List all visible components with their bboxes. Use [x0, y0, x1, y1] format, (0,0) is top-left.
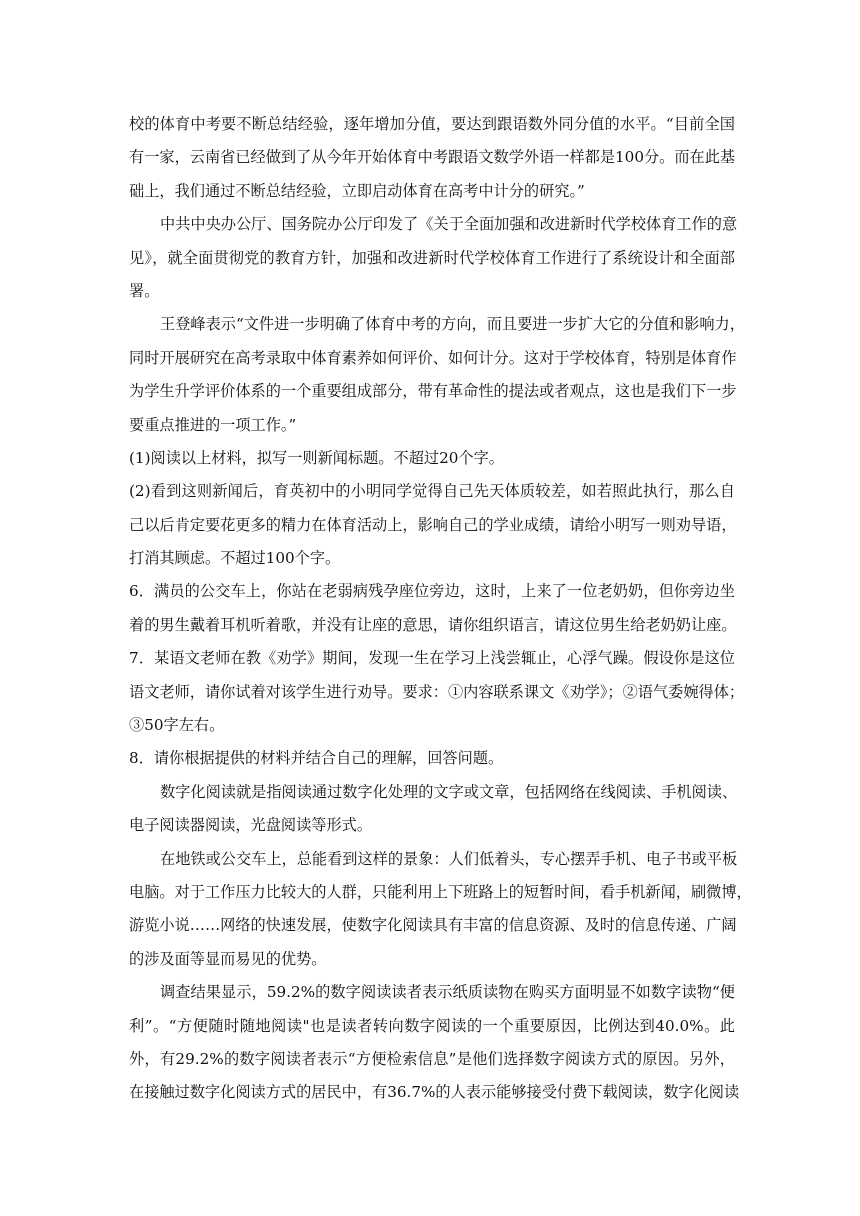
- text-line: 有一家，云南省已经做到了从今年开始体育中考跟语文数学外语一样都是100分。而在此基: [129, 148, 736, 167]
- text-line: 的涉及面等显而易见的优势。: [129, 949, 327, 968]
- text-line: 在接触过数字化阅读方式的居民中，有36.7%的人表示能够接受付费下载阅读，数字化阅读: [129, 1083, 740, 1102]
- text-line: 为学生升学评价体系的一个重要组成部分，带有革命性的提法或者观点，这也是我们下一步: [129, 382, 737, 401]
- text-line: 王登峰表示“文件进一步明确了体育中考的方向，而且要进一步扩大它的分值和影响力，: [160, 315, 745, 334]
- text-line: 外，有29.2%的数字阅读者表示“方便检索信息”是他们选择数字阅读方式的原因。另外，: [129, 1049, 735, 1068]
- text-line: (2)看到这则新闻后，育英初中的小明同学觉得自己先天体质较差，如若照此执行，那么自: [129, 482, 735, 501]
- text-line: 己以后肯定要花更多的精力在体育活动上，影响自己的学业成绩，请给小明写一则劝导语，: [129, 515, 737, 534]
- text-line: 打消其顾虑。不超过100个字。: [129, 549, 341, 568]
- text-line: 电子阅读器阅读，光盘阅读等形式。: [129, 816, 372, 835]
- text-line: 见》，就全面贯彻党的教育方针，加强和改进新时代学校体育工作进行了系统设计和全面部: [129, 248, 735, 267]
- text-line: 8．请你根据提供的材料并结合自己的理解，回答问题。: [129, 749, 504, 768]
- text-line: 游览小说……网络的快速发展，使数字化阅读具有丰富的信息资源、及时的信息传递、广阔: [129, 916, 737, 935]
- text-line: 6．满员的公交车上，你站在老弱病残孕座位旁边，这时，上来了一位老奶奶，但你旁边坐: [129, 582, 735, 601]
- text-line: 数字化阅读就是指阅读通过数字化处理的文字或文章，包括网络在线阅读、手机阅读、: [160, 782, 738, 801]
- text-line: 在地铁或公交车上，总能看到这样的景象：人们低着头，专心摆弄手机、电子书或平板: [160, 849, 738, 868]
- text-line: 础上，我们通过不断总结经验，立即启动体育在高考中计分的研究。”: [129, 181, 585, 200]
- text-line: 署。: [129, 281, 160, 300]
- text-line: 利”。“方便随时随地阅读"也是读者转向数字阅读的一个重要原因，比例达到40.0%。此: [129, 1016, 735, 1035]
- text-line: 中共中央办公厅、国务院办公厅印发了《关于全面加强和改进新时代学校体育工作的意: [160, 215, 738, 234]
- text-line: 同时开展研究在高考录取中体育素养如何评价、如何计分。这对于学校体育，特别是体育作: [129, 348, 737, 367]
- text-line: ③50字左右。: [129, 716, 225, 735]
- text-line: 调查结果显示，59.2%的数字阅读读者表示纸质读物在购买方面明显不如数字读物“便: [160, 983, 735, 1002]
- text-line: 着的男生戴着耳机听着歌，并没有让座的意思，请你组织语言，请这位男生给老奶奶让座。: [129, 615, 737, 634]
- text-line: 要重点推进的一项工作。”: [129, 415, 297, 434]
- text-line: 电脑。对于工作压力比较大的人群，只能利用上下班路上的短暂时间，看手机新闻，刷微博，: [129, 882, 752, 901]
- text-line: (1)阅读以上材料，拟写一则新闻标题。不超过20个字。: [129, 448, 504, 467]
- text-line: 校的体育中考要不断总结经验，逐年增加分值，要达到跟语数外同分值的水平。“目前全国: [129, 115, 735, 133]
- text-line: 语文老师，请你试着对该学生进行劝导。要求：①内容联系课文《劝学》；②语气委婉得体；: [129, 682, 745, 701]
- document-page: [129, 108, 752, 1110]
- text-line: 7．某语文老师在教《劝学》期间，发现一生在学习上浅尝辄止，心浮气躁。假设你是这位: [129, 649, 735, 668]
